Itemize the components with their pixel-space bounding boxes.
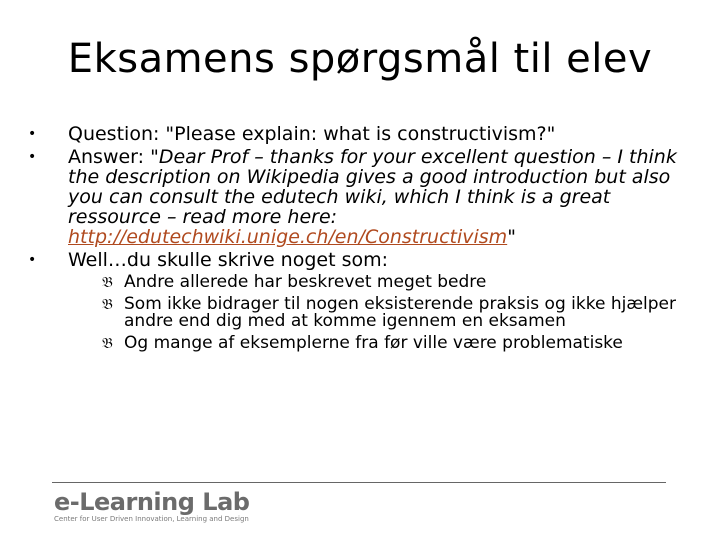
bold-b-icon: 𝔅 — [102, 295, 113, 313]
footer-divider — [52, 482, 666, 483]
slide-title: Eksamens spørgsmål til elev — [67, 36, 653, 82]
edutechwiki-link[interactable]: http://edutechwiki.unige.ch/en/Constructivism — [68, 226, 508, 248]
bullet-dot-icon: • — [28, 252, 37, 268]
answer-italic-text: Dear Prof – thanks for your excellent question – I think the description on Wikipedia gives a good introduction but also you can consult the edutech wiki, which I think is a great ressource – read more here: — [68, 146, 677, 228]
bullet-answer — [28, 147, 688, 247]
answer-prefix: Answer: " — [68, 146, 159, 168]
bullet-question-text: Question: "Please explain: what is constructivism?" — [68, 123, 556, 145]
bullet-dot-icon: • — [28, 126, 37, 142]
sub-bullet-text: Og mange af eksemplerne fra før ville være problematiske — [124, 333, 623, 353]
bullet-well — [28, 250, 688, 352]
logo-text: e-Learning Lab — [54, 488, 250, 516]
bold-b-icon: 𝔅 — [102, 334, 113, 352]
bullet-well-text: Well…du skulle skrive noget som: — [68, 249, 389, 271]
bullet-question — [28, 124, 688, 144]
sub-bullet-list — [102, 274, 688, 352]
bullet-dot-icon: • — [28, 149, 37, 165]
sub-bullet-text: Andre allerede har beskrevet meget bedre — [124, 272, 487, 292]
sub-bullet-item — [102, 335, 688, 352]
sub-bullet-text: Som ikke bidrager til nogen eksisterende praksis og ikke hjælper andre end dig med at komme igennem en eksamen — [124, 294, 676, 331]
sub-bullet-item — [102, 274, 688, 291]
answer-suffix: " — [507, 226, 516, 248]
bullet-list — [28, 124, 688, 357]
bold-b-icon: 𝔅 — [102, 273, 113, 291]
elearning-lab-logo — [54, 489, 249, 524]
logo-subtitle: Center for User Driven Innovation, Learning and Design — [54, 515, 249, 523]
sub-bullet-item — [102, 296, 688, 330]
